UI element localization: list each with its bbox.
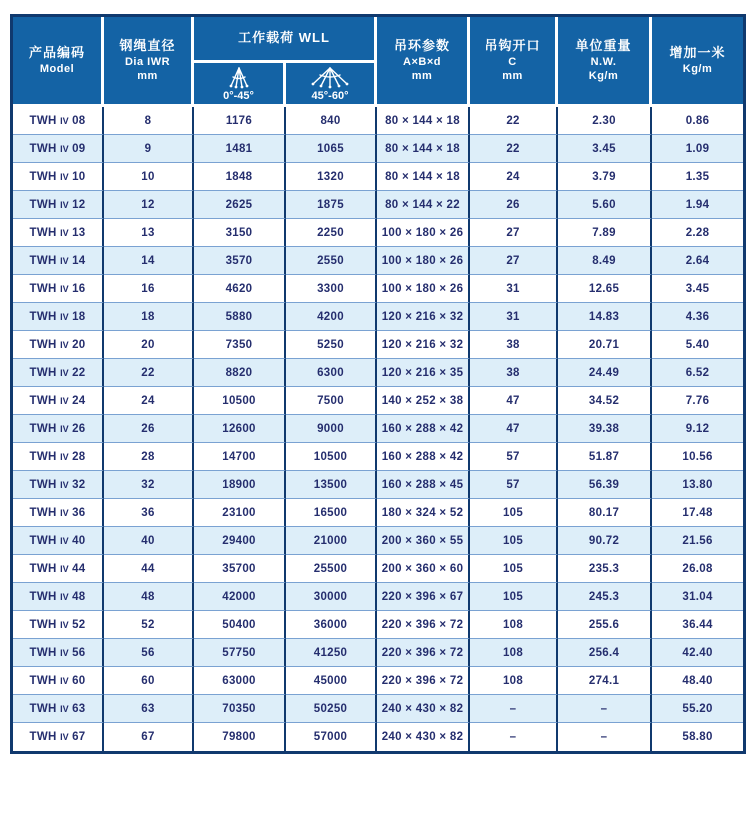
cell-wll-45-60: 57000 xyxy=(286,723,377,751)
cell-net-weight: 3.45 xyxy=(558,135,652,163)
cell-dia: 18 xyxy=(104,303,194,331)
table-row xyxy=(13,163,743,191)
table-row xyxy=(13,303,743,331)
cell-net-weight: 255.6 xyxy=(558,611,652,639)
cell-added-meter: 1.94 xyxy=(652,191,743,219)
cell-wll-0-45: 79800 xyxy=(194,723,286,751)
cell-ring-dims: 160 × 288 × 45 xyxy=(377,471,470,499)
cell-wll-0-45: 29400 xyxy=(194,527,286,555)
cell-ring-dims: 220 × 396 × 72 xyxy=(377,667,470,695)
cell-ring-dims: 80 × 144 × 22 xyxy=(377,191,470,219)
cell-wll-0-45: 8820 xyxy=(194,359,286,387)
cell-ring-dims: 240 × 430 × 82 xyxy=(377,723,470,751)
cell-hook-opening: 38 xyxy=(470,359,558,387)
table-row xyxy=(13,667,743,695)
cell-model: TWH IV 60 xyxy=(13,667,104,695)
col-header-wll-0-45 xyxy=(194,63,286,107)
cell-ring-dims: 80 × 144 × 18 xyxy=(377,107,470,135)
cell-net-weight: 90.72 xyxy=(558,527,652,555)
cell-dia: 67 xyxy=(104,723,194,751)
cell-model: TWH IV 16 xyxy=(13,275,104,303)
cell-dia: 13 xyxy=(104,219,194,247)
cell-net-weight: 274.1 xyxy=(558,667,652,695)
cell-dia: 20 xyxy=(104,331,194,359)
table-row xyxy=(13,191,743,219)
cell-ring-dims: 160 × 288 × 42 xyxy=(377,443,470,471)
wll-angle-label-45-60: 45°-60° xyxy=(311,90,349,102)
cell-dia: 63 xyxy=(104,695,194,723)
cell-added-meter: 9.12 xyxy=(652,415,743,443)
cell-wll-0-45: 3150 xyxy=(194,219,286,247)
cell-net-weight: 14.83 xyxy=(558,303,652,331)
cell-ring-dims: 80 × 144 × 18 xyxy=(377,135,470,163)
cell-added-meter: 0.86 xyxy=(652,107,743,135)
cell-ring-dims: 160 × 288 × 42 xyxy=(377,415,470,443)
cell-hook-opening: 105 xyxy=(470,499,558,527)
table-row xyxy=(13,639,743,667)
cell-dia: 44 xyxy=(104,555,194,583)
cell-net-weight: 3.79 xyxy=(558,163,652,191)
cell-ring-dims: 220 × 396 × 67 xyxy=(377,583,470,611)
cell-ring-dims: 100 × 180 × 26 xyxy=(377,219,470,247)
cell-wll-45-60: 1875 xyxy=(286,191,377,219)
cell-wll-45-60: 2550 xyxy=(286,247,377,275)
cell-wll-45-60: 25500 xyxy=(286,555,377,583)
cell-dia: 16 xyxy=(104,275,194,303)
cell-added-meter: 10.56 xyxy=(652,443,743,471)
cell-net-weight: 12.65 xyxy=(558,275,652,303)
cell-hook-opening: 24 xyxy=(470,163,558,191)
cell-hook-opening: 27 xyxy=(470,219,558,247)
cell-wll-0-45: 5880 xyxy=(194,303,286,331)
cell-model: TWH IV 52 xyxy=(13,611,104,639)
cell-wll-0-45: 12600 xyxy=(194,415,286,443)
table-row xyxy=(13,583,743,611)
cell-hook-opening: – xyxy=(470,723,558,751)
cell-net-weight: 5.60 xyxy=(558,191,652,219)
cell-added-meter: 1.35 xyxy=(652,163,743,191)
cell-ring-dims: 200 × 360 × 60 xyxy=(377,555,470,583)
cell-added-meter: 3.45 xyxy=(652,275,743,303)
cell-added-meter: 17.48 xyxy=(652,499,743,527)
cell-wll-0-45: 57750 xyxy=(194,639,286,667)
cell-model: TWH IV 56 xyxy=(13,639,104,667)
cell-added-meter: 48.40 xyxy=(652,667,743,695)
col-header-add xyxy=(652,17,743,107)
cell-net-weight: 24.49 xyxy=(558,359,652,387)
cell-net-weight: 256.4 xyxy=(558,639,652,667)
cell-ring-dims: 220 × 396 × 72 xyxy=(377,611,470,639)
cell-dia: 52 xyxy=(104,611,194,639)
cell-dia: 14 xyxy=(104,247,194,275)
cell-dia: 28 xyxy=(104,443,194,471)
wll-angle-label-0-45: 0°-45° xyxy=(223,90,254,102)
cell-ring-dims: 120 × 216 × 35 xyxy=(377,359,470,387)
cell-model: TWH IV 08 xyxy=(13,107,104,135)
table-row xyxy=(13,415,743,443)
model-label-en: Model xyxy=(39,62,75,75)
nw-label-zh: 单位重量 xyxy=(575,37,632,53)
cell-wll-0-45: 18900 xyxy=(194,471,286,499)
ring-label-zh: 吊环参数 xyxy=(394,37,451,53)
cell-added-meter: 6.52 xyxy=(652,359,743,387)
hook-label-unit: mm xyxy=(502,69,523,82)
table-row xyxy=(13,107,743,135)
cell-wll-45-60: 36000 xyxy=(286,611,377,639)
cell-wll-45-60: 45000 xyxy=(286,667,377,695)
hook-label-en: C xyxy=(508,55,517,68)
table-row xyxy=(13,611,743,639)
cell-dia: 10 xyxy=(104,163,194,191)
cell-net-weight: 51.87 xyxy=(558,443,652,471)
cell-model: TWH IV 22 xyxy=(13,359,104,387)
cell-net-weight: 80.17 xyxy=(558,499,652,527)
cell-model: TWH IV 12 xyxy=(13,191,104,219)
cell-hook-opening: 105 xyxy=(470,583,558,611)
cell-model: TWH IV 28 xyxy=(13,443,104,471)
cell-dia: 22 xyxy=(104,359,194,387)
cell-net-weight: 34.52 xyxy=(558,387,652,415)
table-row xyxy=(13,387,743,415)
cell-wll-45-60: 13500 xyxy=(286,471,377,499)
product-spec-table xyxy=(10,14,746,754)
cell-hook-opening: 57 xyxy=(470,471,558,499)
table-body xyxy=(13,107,743,751)
cell-added-meter: 58.80 xyxy=(652,723,743,751)
cell-wll-0-45: 42000 xyxy=(194,583,286,611)
wll-title: 工作载荷 WLL xyxy=(238,30,330,46)
cell-ring-dims: 120 × 216 × 32 xyxy=(377,303,470,331)
cell-model: TWH IV 40 xyxy=(13,527,104,555)
cell-ring-dims: 220 × 396 × 72 xyxy=(377,639,470,667)
cell-model: TWH IV 63 xyxy=(13,695,104,723)
cell-dia: 48 xyxy=(104,583,194,611)
cell-hook-opening: – xyxy=(470,695,558,723)
table-row xyxy=(13,219,743,247)
ring-label-en: A×B×d xyxy=(403,55,441,68)
cell-wll-45-60: 21000 xyxy=(286,527,377,555)
cell-ring-dims: 80 × 144 × 18 xyxy=(377,163,470,191)
cell-net-weight: – xyxy=(558,723,652,751)
cell-hook-opening: 27 xyxy=(470,247,558,275)
table-row xyxy=(13,135,743,163)
cell-model: TWH IV 26 xyxy=(13,415,104,443)
cell-added-meter: 7.76 xyxy=(652,387,743,415)
cell-ring-dims: 100 × 180 × 26 xyxy=(377,275,470,303)
cell-added-meter: 2.64 xyxy=(652,247,743,275)
cell-wll-0-45: 10500 xyxy=(194,387,286,415)
cell-wll-45-60: 3300 xyxy=(286,275,377,303)
table-row xyxy=(13,247,743,275)
cell-hook-opening: 31 xyxy=(470,275,558,303)
cell-added-meter: 1.09 xyxy=(652,135,743,163)
cell-wll-0-45: 14700 xyxy=(194,443,286,471)
table-row xyxy=(13,695,743,723)
cell-net-weight: 245.3 xyxy=(558,583,652,611)
cell-net-weight: 7.89 xyxy=(558,219,652,247)
cell-hook-opening: 47 xyxy=(470,387,558,415)
cell-hook-opening: 31 xyxy=(470,303,558,331)
cell-wll-45-60: 2250 xyxy=(286,219,377,247)
cell-net-weight: 39.38 xyxy=(558,415,652,443)
cell-dia: 8 xyxy=(104,107,194,135)
cell-dia: 56 xyxy=(104,639,194,667)
cell-hook-opening: 47 xyxy=(470,415,558,443)
cell-ring-dims: 140 × 252 × 38 xyxy=(377,387,470,415)
add-label-zh: 增加一米 xyxy=(669,44,726,60)
cell-wll-0-45: 1481 xyxy=(194,135,286,163)
cell-model: TWH IV 67 xyxy=(13,723,104,751)
cell-model: TWH IV 09 xyxy=(13,135,104,163)
cell-added-meter: 42.40 xyxy=(652,639,743,667)
cell-wll-0-45: 4620 xyxy=(194,275,286,303)
cell-net-weight: 8.49 xyxy=(558,247,652,275)
cell-wll-45-60: 50250 xyxy=(286,695,377,723)
ring-label-unit: mm xyxy=(411,69,433,82)
cell-added-meter: 2.28 xyxy=(652,219,743,247)
cell-wll-0-45: 1848 xyxy=(194,163,286,191)
cell-model: TWH IV 24 xyxy=(13,387,104,415)
cell-hook-opening: 108 xyxy=(470,667,558,695)
cell-ring-dims: 200 × 360 × 55 xyxy=(377,527,470,555)
cell-wll-0-45: 70350 xyxy=(194,695,286,723)
table-row xyxy=(13,471,743,499)
cell-dia: 24 xyxy=(104,387,194,415)
col-header-hook xyxy=(470,17,558,107)
cell-model: TWH IV 32 xyxy=(13,471,104,499)
cell-wll-45-60: 1320 xyxy=(286,163,377,191)
table-row xyxy=(13,499,743,527)
cell-hook-opening: 108 xyxy=(470,639,558,667)
table-row xyxy=(13,443,743,471)
cell-wll-0-45: 35700 xyxy=(194,555,286,583)
cell-ring-dims: 240 × 430 × 82 xyxy=(377,695,470,723)
col-header-nw xyxy=(558,17,652,107)
col-header-wll xyxy=(194,17,377,63)
dia-label-zh: 钢绳直径 xyxy=(119,37,176,53)
cell-wll-0-45: 50400 xyxy=(194,611,286,639)
cell-hook-opening: 105 xyxy=(470,527,558,555)
nw-label-unit: Kg/m xyxy=(588,69,619,82)
dia-label-unit: mm xyxy=(137,69,158,82)
cell-wll-45-60: 41250 xyxy=(286,639,377,667)
table-row xyxy=(13,275,743,303)
cell-model: TWH IV 10 xyxy=(13,163,104,191)
cell-added-meter: 21.56 xyxy=(652,527,743,555)
cell-ring-dims: 100 × 180 × 26 xyxy=(377,247,470,275)
col-header-model xyxy=(13,17,104,107)
cell-wll-45-60: 16500 xyxy=(286,499,377,527)
cell-hook-opening: 108 xyxy=(470,611,558,639)
cell-wll-45-60: 6300 xyxy=(286,359,377,387)
cell-model: TWH IV 20 xyxy=(13,331,104,359)
dia-label-en: Dia IWR xyxy=(124,55,171,68)
cell-wll-45-60: 7500 xyxy=(286,387,377,415)
cell-dia: 26 xyxy=(104,415,194,443)
cell-added-meter: 31.04 xyxy=(652,583,743,611)
cell-wll-45-60: 4200 xyxy=(286,303,377,331)
cell-added-meter: 36.44 xyxy=(652,611,743,639)
nw-label-en: N.W. xyxy=(590,55,617,68)
cell-wll-45-60: 10500 xyxy=(286,443,377,471)
cell-wll-0-45: 2625 xyxy=(194,191,286,219)
cell-net-weight: 56.39 xyxy=(558,471,652,499)
cell-ring-dims: 180 × 324 × 52 xyxy=(377,499,470,527)
table-row xyxy=(13,723,743,751)
hook-label-zh: 吊钩开口 xyxy=(484,37,541,53)
cell-dia: 32 xyxy=(104,471,194,499)
table-row xyxy=(13,555,743,583)
cell-wll-45-60: 30000 xyxy=(286,583,377,611)
cell-wll-45-60: 5250 xyxy=(286,331,377,359)
cell-dia: 36 xyxy=(104,499,194,527)
col-header-wll-45-60 xyxy=(286,63,377,107)
cell-wll-45-60: 840 xyxy=(286,107,377,135)
cell-model: TWH IV 18 xyxy=(13,303,104,331)
sling-angle-wide-icon xyxy=(308,65,352,89)
cell-dia: 40 xyxy=(104,527,194,555)
cell-ring-dims: 120 × 216 × 32 xyxy=(377,331,470,359)
cell-net-weight: 235.3 xyxy=(558,555,652,583)
cell-hook-opening: 22 xyxy=(470,107,558,135)
cell-net-weight: 2.30 xyxy=(558,107,652,135)
cell-dia: 12 xyxy=(104,191,194,219)
cell-hook-opening: 105 xyxy=(470,555,558,583)
cell-model: TWH IV 48 xyxy=(13,583,104,611)
cell-model: TWH IV 36 xyxy=(13,499,104,527)
cell-hook-opening: 57 xyxy=(470,443,558,471)
cell-added-meter: 55.20 xyxy=(652,695,743,723)
cell-net-weight: 20.71 xyxy=(558,331,652,359)
cell-wll-0-45: 7350 xyxy=(194,331,286,359)
cell-wll-0-45: 63000 xyxy=(194,667,286,695)
table-row xyxy=(13,331,743,359)
add-label-en: Kg/m xyxy=(682,62,713,75)
cell-model: TWH IV 44 xyxy=(13,555,104,583)
cell-hook-opening: 38 xyxy=(470,331,558,359)
cell-model: TWH IV 13 xyxy=(13,219,104,247)
cell-added-meter: 13.80 xyxy=(652,471,743,499)
model-label-zh: 产品编码 xyxy=(28,44,85,60)
cell-wll-45-60: 1065 xyxy=(286,135,377,163)
cell-wll-0-45: 1176 xyxy=(194,107,286,135)
cell-wll-0-45: 3570 xyxy=(194,247,286,275)
col-header-dia xyxy=(104,17,194,107)
cell-dia: 60 xyxy=(104,667,194,695)
cell-net-weight: – xyxy=(558,695,652,723)
cell-wll-45-60: 9000 xyxy=(286,415,377,443)
cell-wll-0-45: 23100 xyxy=(194,499,286,527)
col-header-ring xyxy=(377,17,470,107)
cell-model: TWH IV 14 xyxy=(13,247,104,275)
cell-added-meter: 4.36 xyxy=(652,303,743,331)
sling-angle-narrow-icon xyxy=(219,65,259,89)
table-row xyxy=(13,527,743,555)
cell-added-meter: 5.40 xyxy=(652,331,743,359)
cell-hook-opening: 26 xyxy=(470,191,558,219)
cell-dia: 9 xyxy=(104,135,194,163)
table-header xyxy=(13,17,743,107)
cell-hook-opening: 22 xyxy=(470,135,558,163)
table-row xyxy=(13,359,743,387)
cell-added-meter: 26.08 xyxy=(652,555,743,583)
